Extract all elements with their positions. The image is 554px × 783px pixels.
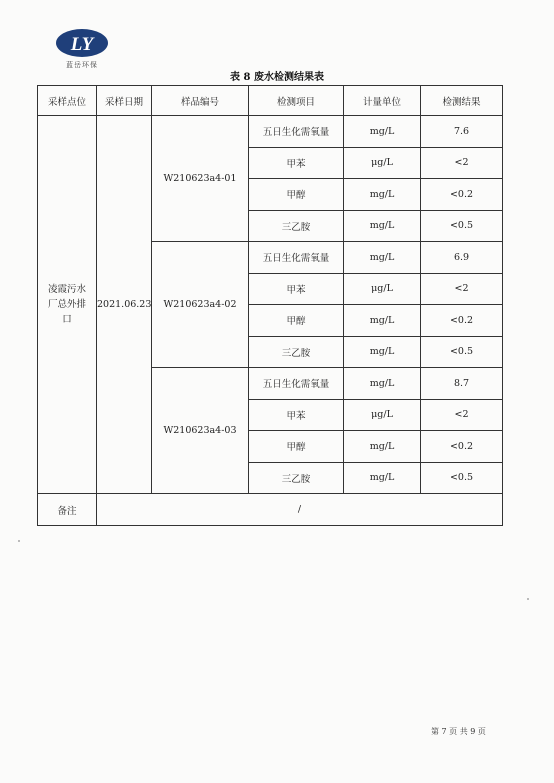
date-cell: 2021.06.23 (97, 116, 152, 494)
item-cell: 甲苯 (249, 399, 344, 431)
unit-cell: mg/L (344, 431, 421, 463)
result-cell: <0.2 (421, 431, 503, 463)
unit-cell: μg/L (344, 399, 421, 431)
wastewater-results-table (37, 85, 503, 526)
item-cell: 甲苯 (249, 273, 344, 305)
unit-cell: mg/L (344, 179, 421, 211)
item-cell: 甲醇 (249, 431, 344, 463)
item-cell: 五日生化需氧量 (249, 368, 344, 400)
scan-mark (527, 598, 529, 600)
unit-cell: mg/L (344, 210, 421, 242)
item-cell: 甲醇 (249, 305, 344, 337)
company-logo (52, 26, 112, 72)
location-cell: 凌霞污水厂总外排口 (38, 116, 97, 494)
result-cell: <2 (421, 273, 503, 305)
logo-caption: 蓝岳环保 (66, 61, 98, 69)
header-row (38, 86, 503, 116)
item-cell: 三乙胺 (249, 336, 344, 368)
header-date: 采样日期 (97, 86, 152, 116)
header-result: 检测结果 (421, 86, 503, 116)
unit-cell: mg/L (344, 116, 421, 148)
result-cell: 6.9 (421, 242, 503, 274)
table-row (38, 116, 503, 148)
unit-cell: mg/L (344, 336, 421, 368)
item-cell: 甲苯 (249, 147, 344, 179)
note-value: / (97, 494, 503, 526)
item-cell: 甲醇 (249, 179, 344, 211)
result-cell: 8.7 (421, 368, 503, 400)
result-cell: <0.5 (421, 336, 503, 368)
result-cell: <0.2 (421, 305, 503, 337)
page-footer: 第 7 页 共 9 页 (431, 727, 486, 736)
logo-icon (52, 26, 112, 60)
header-unit: 计量单位 (344, 86, 421, 116)
header-location: 采样点位 (38, 86, 97, 116)
result-cell: <0.2 (421, 179, 503, 211)
unit-cell: mg/L (344, 242, 421, 274)
result-cell: <0.5 (421, 462, 503, 494)
sample-id-cell: W210623a4-01 (152, 116, 249, 242)
unit-cell: mg/L (344, 305, 421, 337)
item-cell: 五日生化需氧量 (249, 242, 344, 274)
unit-cell: mg/L (344, 462, 421, 494)
scan-mark (18, 540, 20, 542)
logo-mark: LY (70, 34, 94, 55)
note-row (38, 494, 503, 526)
header-sample-id: 样品编号 (152, 86, 249, 116)
table-title: 表 8 废水检测结果表 (230, 72, 324, 83)
header-item: 检测项目 (249, 86, 344, 116)
unit-cell: mg/L (344, 368, 421, 400)
item-cell: 五日生化需氧量 (249, 116, 344, 148)
sample-id-cell: W210623a4-03 (152, 368, 249, 494)
item-cell: 三乙胺 (249, 210, 344, 242)
unit-cell: μg/L (344, 273, 421, 305)
unit-cell: μg/L (344, 147, 421, 179)
note-label: 备注 (38, 494, 97, 526)
result-cell: 7.6 (421, 116, 503, 148)
item-cell: 三乙胺 (249, 462, 344, 494)
result-cell: <0.5 (421, 210, 503, 242)
sample-id-cell: W210623a4-02 (152, 242, 249, 368)
result-cell: <2 (421, 147, 503, 179)
result-cell: <2 (421, 399, 503, 431)
